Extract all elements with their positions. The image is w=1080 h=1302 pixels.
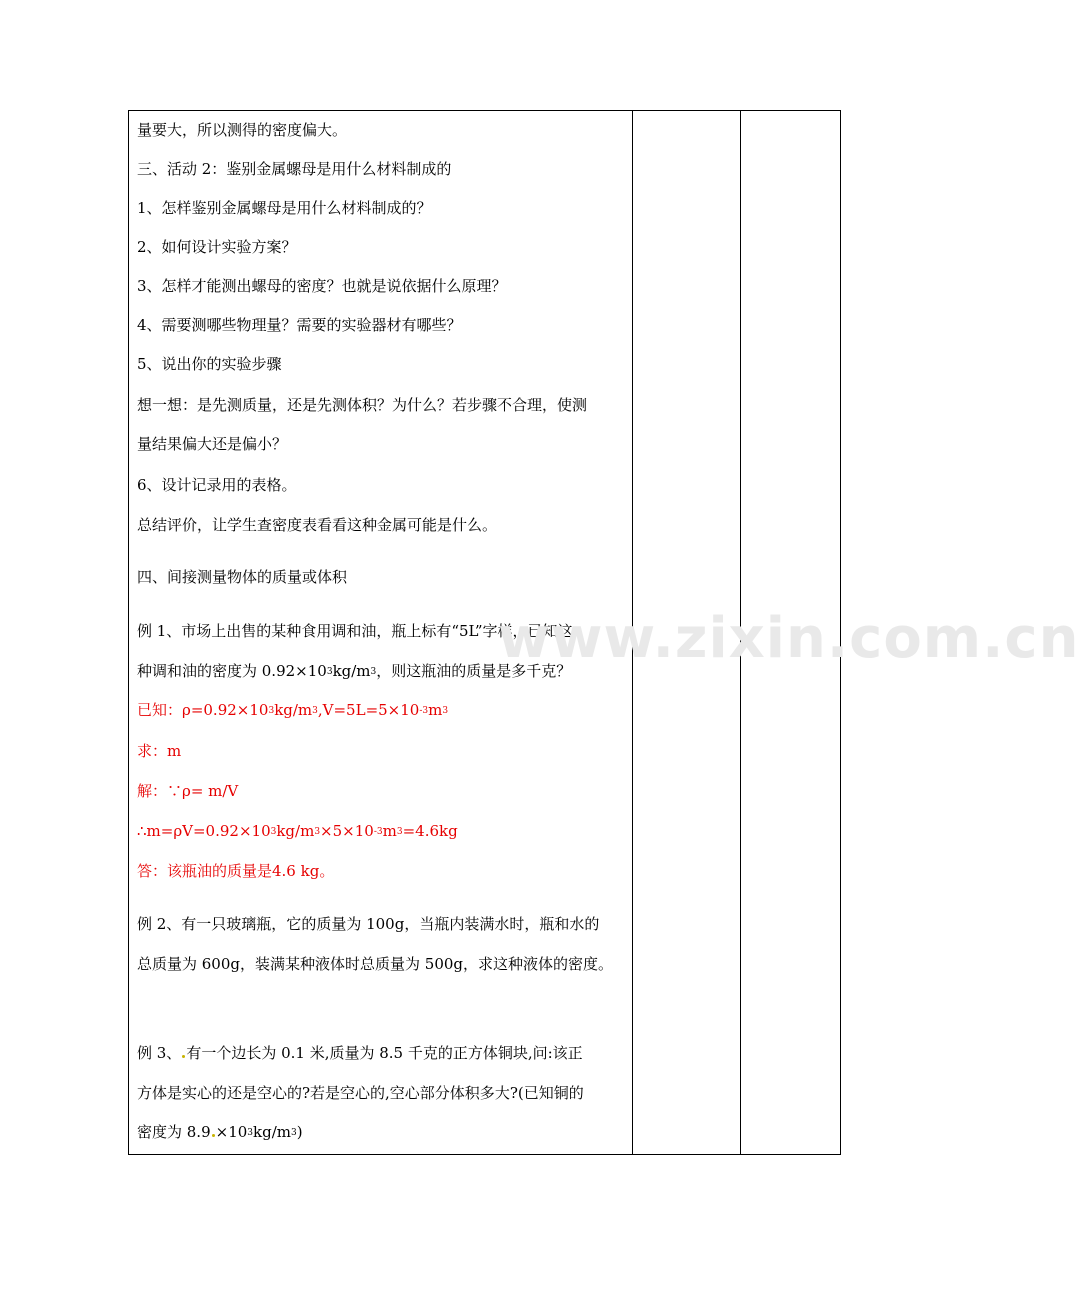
answer-line: 答：该瓶油的质量是4.6 kg。: [137, 862, 335, 880]
example-1-line: 例 1、市场上出售的某种食用调和油，瓶上标有“5L”字样，已知这: [137, 622, 573, 640]
text-line: 量要大，所以测得的密度偏大。: [137, 121, 348, 139]
marker-dot: [212, 1134, 215, 1137]
example-1-line: 种调和油的密度为 $0.92\times 10^3kg/m^3$，则这瓶油的质量是多千克？: [137, 662, 572, 680]
question-line: 2、如何设计实验方案？: [137, 238, 297, 256]
watermark: www.zixin.com.cn: [498, 606, 1080, 671]
question-line: 5、说出你的实验步骤: [137, 355, 282, 373]
example-3-line: 方体是实心的还是空心的?若是空心的,空心部分体积多大?(已知铜的: [137, 1084, 584, 1102]
question-line: 1、怎样鉴别金属螺母是用什么材料制成的？: [137, 199, 432, 217]
example-3-line: 密度为 $8.9 \times 10^3kg/m^3$): [137, 1123, 303, 1141]
example-2-line: 总质量为 600g，装满某种液体时总质量为 500g，求这种液体的密度。: [137, 955, 614, 973]
question-line: 量结果偏大还是偏小？: [137, 435, 288, 453]
example-2-line: 例 2、有一只玻璃瓶，它的质量为 100g，当瓶内装满水时，瓶和水的: [137, 915, 600, 933]
solution-line: $\therefore m=\rho V=0.92\times 10^3kg/m^3\times 5\times 10^{-3}m^3=4.6kg$: [137, 822, 458, 840]
question-line: 6、设计记录用的表格。: [137, 476, 297, 494]
section-heading: 四、间接测量物体的质量或体积: [137, 568, 348, 586]
solution-line: 解：∵ρ= m/V: [137, 782, 239, 800]
question-line: 4、需要测哪些物理量？需要的实验器材有哪些？: [137, 316, 462, 334]
marker-dot: [182, 1055, 185, 1058]
question-line: 想一想：是先测质量，还是先测体积？为什么？若步骤不合理，使测: [137, 396, 588, 414]
text-line: 总结评价，让学生查密度表看看这种金属可能是什么。: [137, 516, 498, 534]
find-line: 求：m: [137, 742, 182, 760]
question-line: 3、怎样才能测出螺母的密度？也就是说依据什么原理？: [137, 277, 507, 295]
section-heading: 三、活动 2：鉴别金属螺母是用什么材料制成的: [137, 160, 452, 178]
known-line: 已知：$\rho=0.92\times 10^3kg/m^3,V=5L=5\times 10^{-3}m^3$: [137, 701, 449, 719]
example-3-line: 例 3、 有一个边长为 0.1 米,质量为 8.5 千克的正方体铜块,问:该正: [137, 1044, 583, 1062]
